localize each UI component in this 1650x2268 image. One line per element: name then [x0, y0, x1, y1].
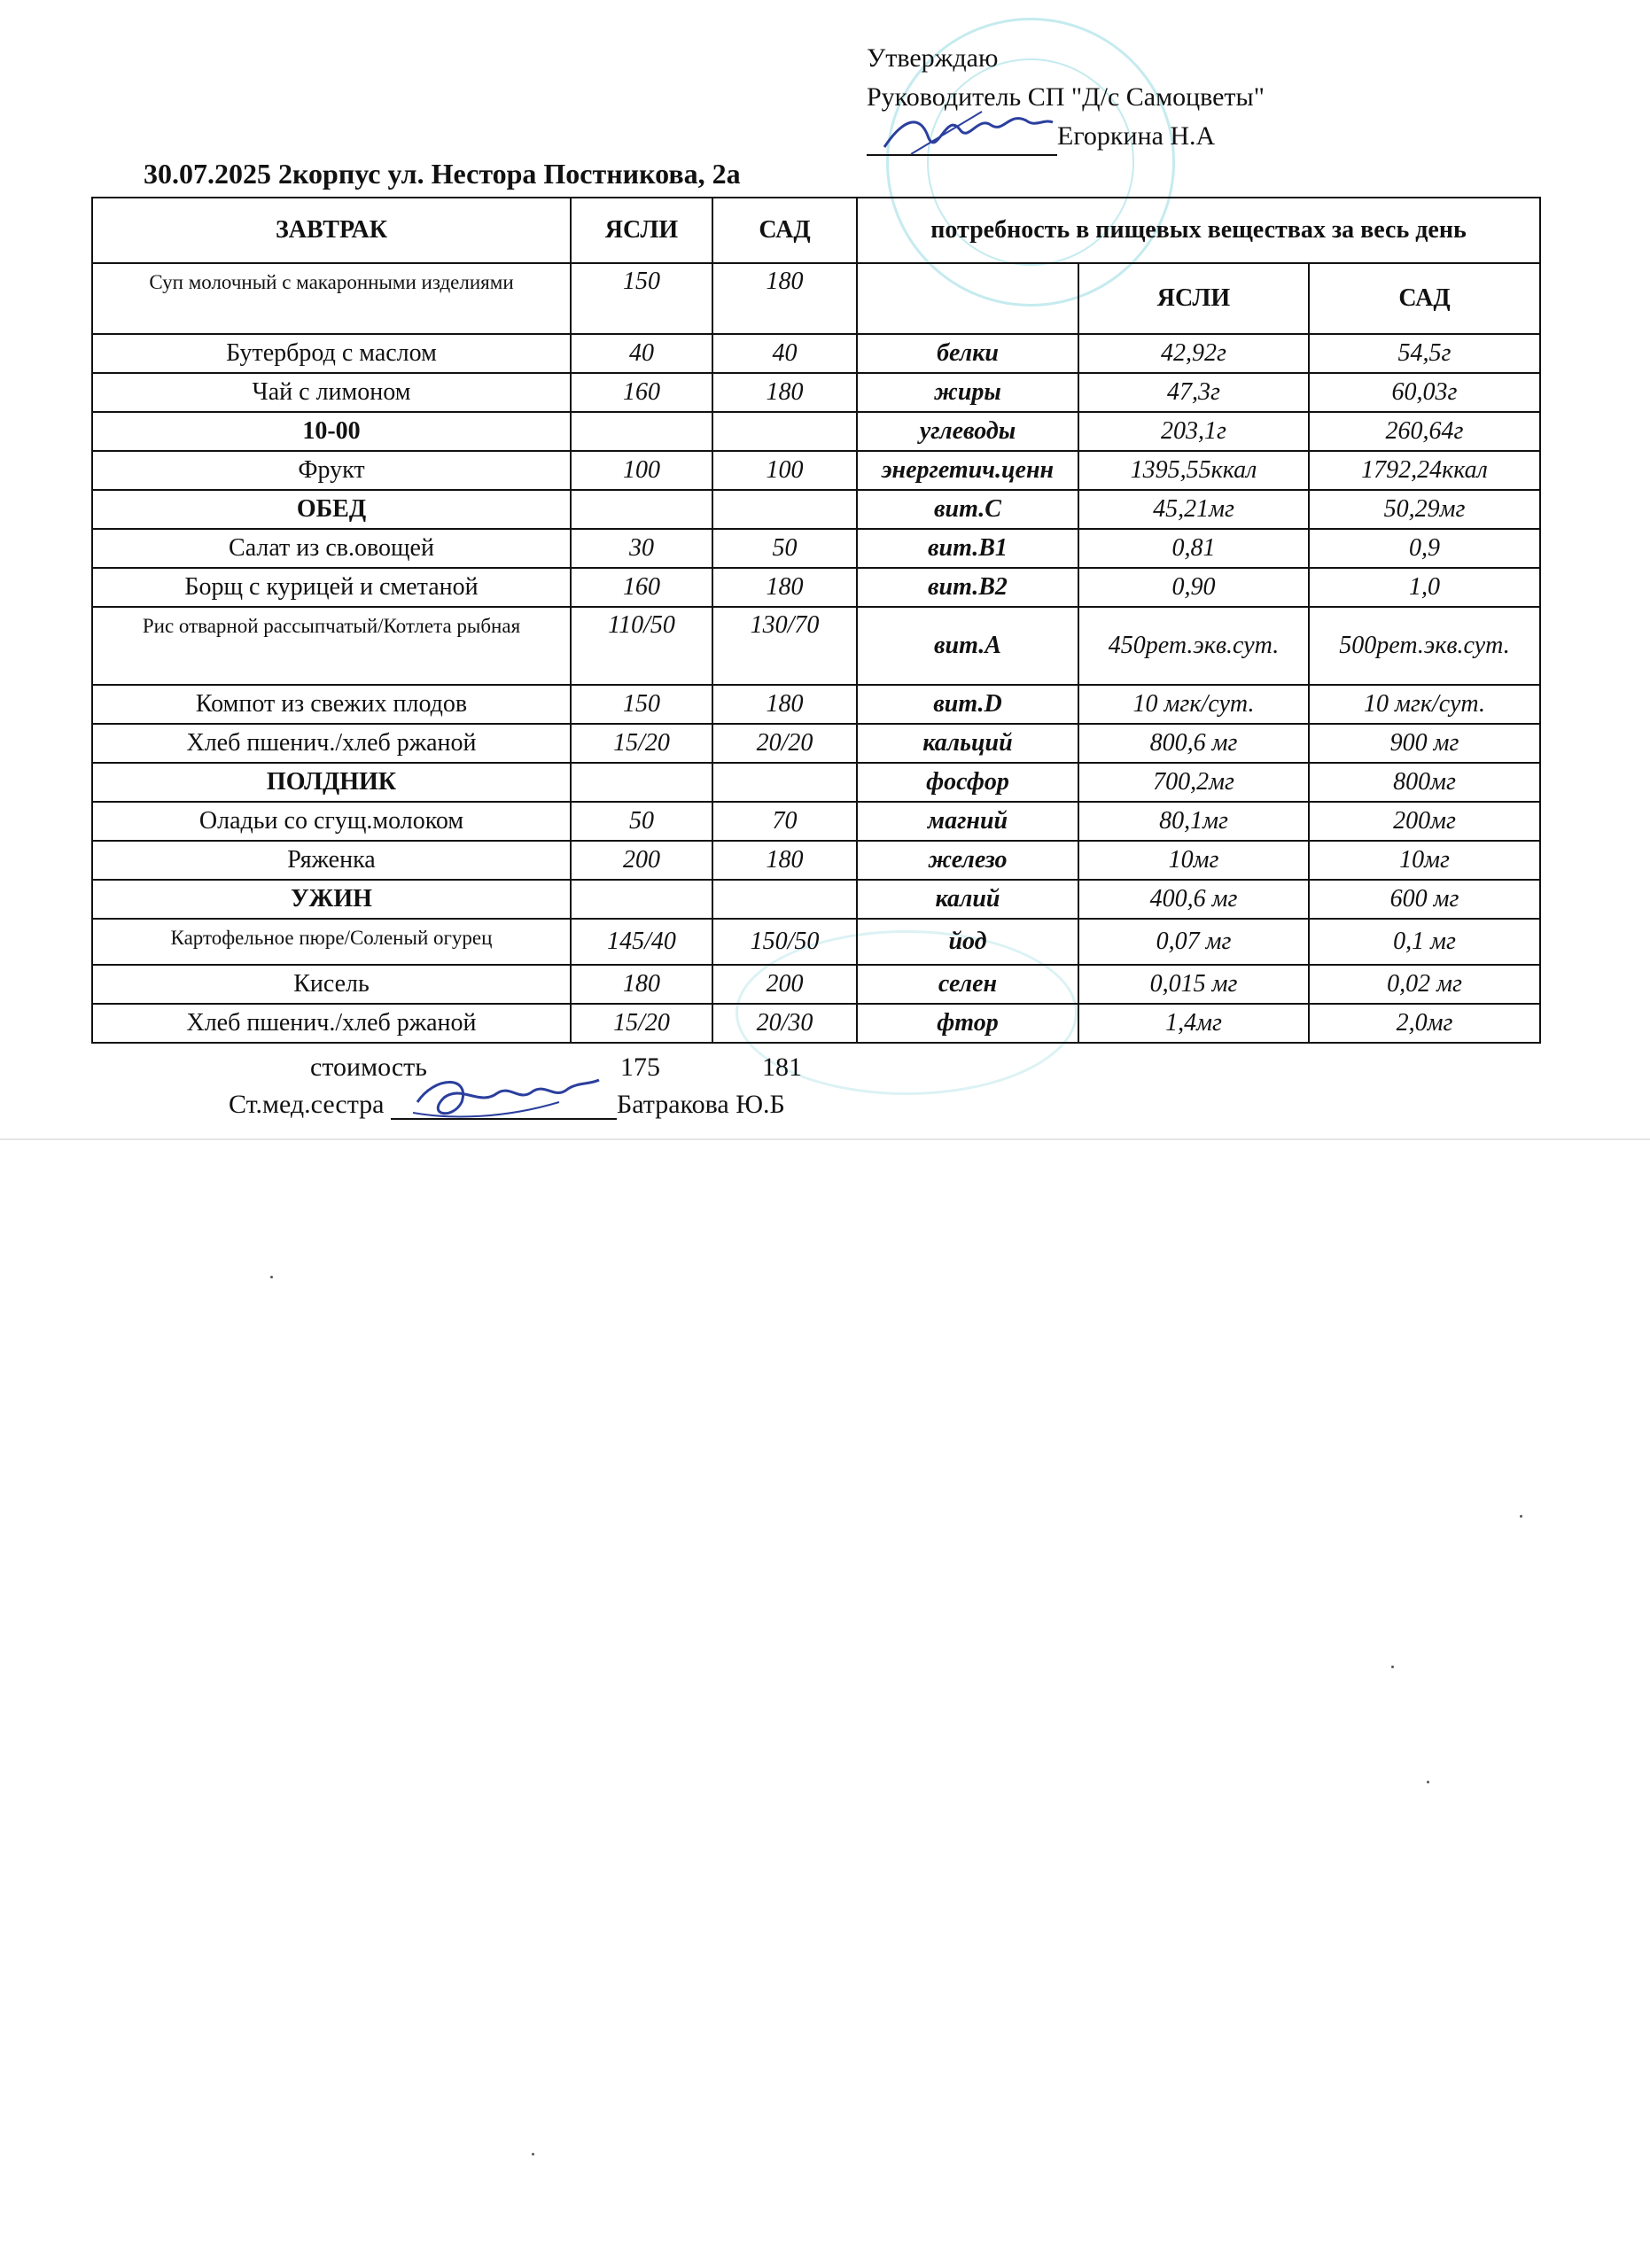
- nutrient-garden-value: 1,0: [1309, 568, 1540, 607]
- nutrient-nursery-value: 450рет.экв.сут.: [1078, 607, 1309, 685]
- approval-block: [867, 39, 1265, 156]
- cost-label: стоимость: [310, 1052, 427, 1082]
- nutrient-nursery-value: 400,6 мг: [1078, 880, 1309, 919]
- nurse-signature-block: [229, 1090, 785, 1120]
- dish-cell: Салат из св.овощей: [92, 529, 571, 568]
- table-row: [92, 724, 1540, 763]
- nursery-portion: 50: [571, 802, 712, 841]
- table-row: [92, 802, 1540, 841]
- dish-cell: 10-00: [92, 412, 571, 451]
- nutrient-garden-value: 2,0мг: [1309, 1004, 1540, 1043]
- nutrient-nursery-value: 1,4мг: [1078, 1004, 1309, 1043]
- nutrient-cell: вит.D: [857, 685, 1078, 724]
- nutrient-cell: жиры: [857, 373, 1078, 412]
- nutrient-garden-value: 800мг: [1309, 763, 1540, 802]
- garden-portion: [712, 763, 857, 802]
- nutrient-cell: вит.А: [857, 607, 1078, 685]
- nutrient-nursery-value: 0,90: [1078, 568, 1309, 607]
- nutrient-cell: [857, 263, 1078, 334]
- dish-cell: Кисель: [92, 965, 571, 1004]
- nutrient-garden-value: 50,29мг: [1309, 490, 1540, 529]
- garden-portion: [712, 490, 857, 529]
- nutrient-nursery-value: 700,2мг: [1078, 763, 1309, 802]
- table-header-row: [92, 198, 1540, 263]
- nutrient-cell: энергетич.ценн: [857, 451, 1078, 490]
- nutrient-garden-value: 200мг: [1309, 802, 1540, 841]
- nutrient-cell: фосфор: [857, 763, 1078, 802]
- garden-portion: 130/70: [712, 607, 857, 685]
- nursery-portion: [571, 763, 712, 802]
- director-signature: [867, 128, 1057, 156]
- garden-portion: 20/20: [712, 724, 857, 763]
- dish-cell: Фрукт: [92, 451, 571, 490]
- nutrient-garden-value: 0,9: [1309, 529, 1540, 568]
- nutrient-garden-value: 10 мгк/сут.: [1309, 685, 1540, 724]
- dish-cell: Суп молочный с макаронными изделиями: [92, 263, 571, 334]
- speck: [1391, 1666, 1394, 1668]
- nursery-portion: 15/20: [571, 724, 712, 763]
- dish-cell: Ряженка: [92, 841, 571, 880]
- nursery-portion: 100: [571, 451, 712, 490]
- table-row: [92, 334, 1540, 373]
- nutrient-cell: калий: [857, 880, 1078, 919]
- dish-cell: ОБЕД: [92, 490, 571, 529]
- nutrient-cell: белки: [857, 334, 1078, 373]
- menu-table: [91, 197, 1541, 1044]
- nursery-portion: 180: [571, 965, 712, 1004]
- nursery-portion: 40: [571, 334, 712, 373]
- nutrient-nursery-value: 1395,55ккал: [1078, 451, 1309, 490]
- approval-name: Егоркина Н.А: [1057, 121, 1216, 151]
- table-row: [92, 965, 1540, 1004]
- dish-cell: Борщ с курицей и сметаной: [92, 568, 571, 607]
- dish-cell: Бутерброд с маслом: [92, 334, 571, 373]
- nutrient-garden-value: 60,03г: [1309, 373, 1540, 412]
- dish-cell: Хлеб пшенич./хлеб ржаной: [92, 724, 571, 763]
- dish-cell: Чай с лимоном: [92, 373, 571, 412]
- garden-portion: 100: [712, 451, 857, 490]
- table-row: [92, 490, 1540, 529]
- nutrient-cell: магний: [857, 802, 1078, 841]
- nutrient-nursery-value: 10 мгк/сут.: [1078, 685, 1309, 724]
- needs-nursery-header: ЯСЛИ: [1078, 263, 1309, 334]
- nursery-portion: 150: [571, 263, 712, 334]
- nutrient-garden-value: 500рет.экв.сут.: [1309, 607, 1540, 685]
- table-row: [92, 685, 1540, 724]
- nutrient-nursery-value: 45,21мг: [1078, 490, 1309, 529]
- nursery-portion: [571, 412, 712, 451]
- table-row: [92, 841, 1540, 880]
- dish-cell: Оладьи со сгущ.молоком: [92, 802, 571, 841]
- nutrient-cell: вит.В1: [857, 529, 1078, 568]
- nutrient-nursery-value: 0,015 мг: [1078, 965, 1309, 1004]
- garden-portion: 180: [712, 841, 857, 880]
- nutrient-garden-value: 600 мг: [1309, 880, 1540, 919]
- nurse-title: Ст.мед.сестра: [229, 1090, 385, 1119]
- table-row: [92, 880, 1540, 919]
- table-row: [92, 451, 1540, 490]
- speck: [532, 2153, 534, 2155]
- garden-portion: [712, 412, 857, 451]
- approval-line1: Утверждаю: [867, 43, 999, 73]
- garden-portion: [712, 880, 857, 919]
- nutrient-cell: вит.С: [857, 490, 1078, 529]
- nurse-name: Батракова Ю.Б: [617, 1090, 785, 1119]
- garden-portion: 40: [712, 334, 857, 373]
- page-title: 30.07.2025 2корпус ул. Нестора Постникова, 2а: [144, 158, 741, 190]
- nutrient-garden-value: 0,02 мг: [1309, 965, 1540, 1004]
- dish-cell: Компот из свежих плодов: [92, 685, 571, 724]
- dish-cell: Хлеб пшенич./хлеб ржаной: [92, 1004, 571, 1043]
- dish-cell: Рис отварной рассыпчатый/Котлета рыбная: [92, 607, 571, 685]
- table-row: [92, 568, 1540, 607]
- nursery-portion: 160: [571, 373, 712, 412]
- nutrient-nursery-value: 42,92г: [1078, 334, 1309, 373]
- garden-portion: 180: [712, 263, 857, 334]
- nutrient-nursery-value: 10мг: [1078, 841, 1309, 880]
- nutrient-nursery-value: 800,6 мг: [1078, 724, 1309, 763]
- needs-garden-header: САД: [1309, 263, 1540, 334]
- nutrient-garden-value: 54,5г: [1309, 334, 1540, 373]
- nutrient-garden-value: 260,64г: [1309, 412, 1540, 451]
- nursery-portion: 15/20: [571, 1004, 712, 1043]
- garden-portion: 20/30: [712, 1004, 857, 1043]
- nutrient-cell: кальций: [857, 724, 1078, 763]
- header-meal: ЗАВТРАК: [92, 198, 571, 263]
- nutrient-nursery-value: 80,1мг: [1078, 802, 1309, 841]
- header-needs: потребность в пищевых веществах за весь день: [857, 198, 1540, 263]
- nursery-portion: 30: [571, 529, 712, 568]
- table-row: [92, 412, 1540, 451]
- garden-portion: 180: [712, 373, 857, 412]
- speck: [270, 1276, 273, 1278]
- nursery-portion: 200: [571, 841, 712, 880]
- approval-line2: Руководитель СП "Д/с Самоцветы": [867, 82, 1265, 112]
- nutrient-garden-value: 0,1 мг: [1309, 919, 1540, 965]
- nutrient-cell: железо: [857, 841, 1078, 880]
- speck: [1427, 1781, 1429, 1783]
- signature-icon: [876, 103, 1062, 165]
- approval-signature-line: [867, 117, 1265, 156]
- nutrient-cell: селен: [857, 965, 1078, 1004]
- nursery-portion: 110/50: [571, 607, 712, 685]
- nutrient-cell: вит.В2: [857, 568, 1078, 607]
- garden-portion: 180: [712, 568, 857, 607]
- table-row: [92, 1004, 1540, 1043]
- nursery-portion: [571, 880, 712, 919]
- garden-portion: 150/50: [712, 919, 857, 965]
- nutrient-cell: фтор: [857, 1004, 1078, 1043]
- table-row: [92, 919, 1540, 965]
- dish-cell: Картофельное пюре/Соленый огурец: [92, 919, 571, 965]
- garden-portion: 50: [712, 529, 857, 568]
- nutrient-cell: углеводы: [857, 412, 1078, 451]
- garden-portion: 70: [712, 802, 857, 841]
- header-garden: САД: [712, 198, 857, 263]
- garden-portion: 180: [712, 685, 857, 724]
- table-row: [92, 763, 1540, 802]
- nursery-portion: [571, 490, 712, 529]
- nutrient-garden-value: 10мг: [1309, 841, 1540, 880]
- nurse-signature: [391, 1091, 617, 1120]
- cost-garden: 181: [762, 1052, 802, 1082]
- speck: [1520, 1515, 1522, 1518]
- nursery-portion: 150: [571, 685, 712, 724]
- dish-cell: УЖИН: [92, 880, 571, 919]
- nutrient-garden-value: 900 мг: [1309, 724, 1540, 763]
- nursery-portion: 145/40: [571, 919, 712, 965]
- nutrient-garden-value: 1792,24ккал: [1309, 451, 1540, 490]
- nutrient-cell: йод: [857, 919, 1078, 965]
- nutrient-nursery-value: 203,1г: [1078, 412, 1309, 451]
- table-row: [92, 263, 1540, 334]
- nutrient-nursery-value: 0,07 мг: [1078, 919, 1309, 965]
- nutrient-nursery-value: 47,3г: [1078, 373, 1309, 412]
- nursery-portion: 160: [571, 568, 712, 607]
- table-row: [92, 529, 1540, 568]
- cost-nursery: 175: [620, 1052, 660, 1082]
- dish-cell: ПОЛДНИК: [92, 763, 571, 802]
- garden-portion: 200: [712, 965, 857, 1004]
- header-nursery: ЯСЛИ: [571, 198, 712, 263]
- nutrient-nursery-value: 0,81: [1078, 529, 1309, 568]
- scan-artifact: [0, 1138, 1650, 1140]
- table-row: [92, 373, 1540, 412]
- signature-icon: [400, 1067, 612, 1129]
- table-row: [92, 607, 1540, 685]
